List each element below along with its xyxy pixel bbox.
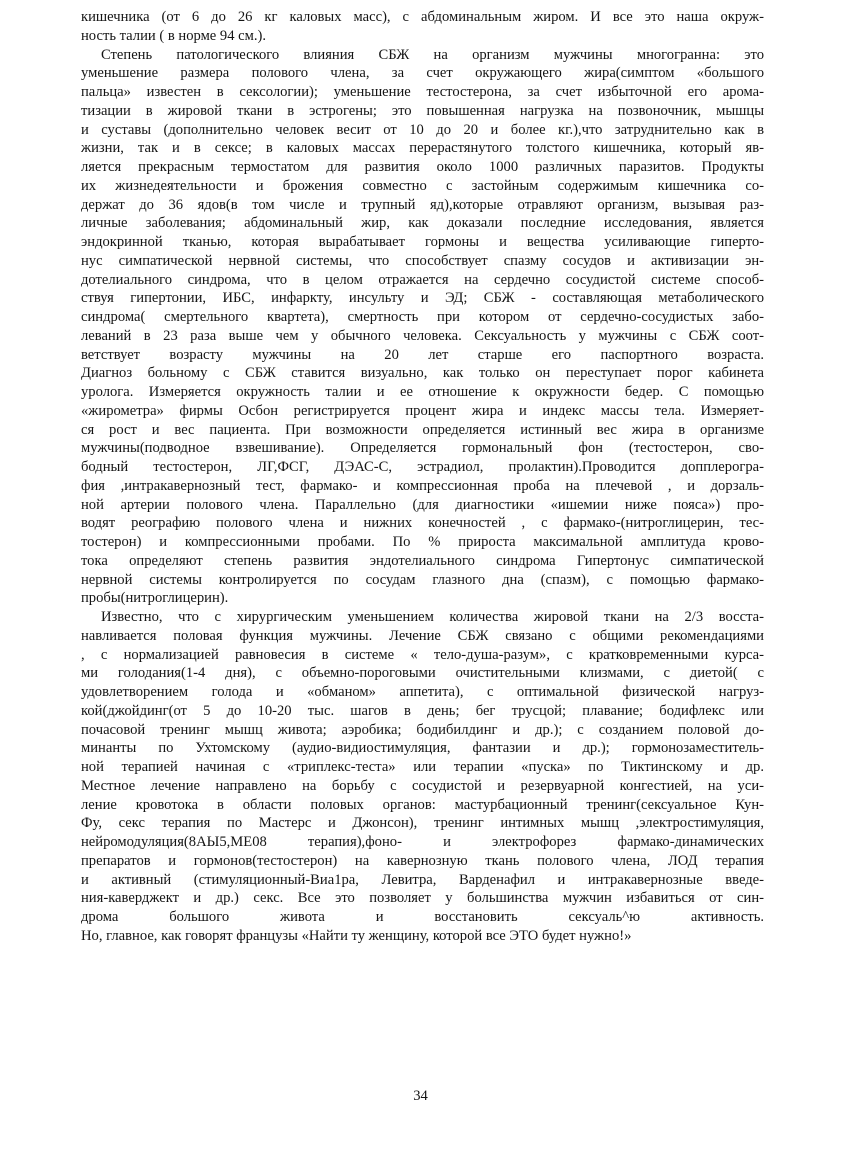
text-line: тостерон) и компрессионными пробами. По % прироста максимальной амплитуда крово- [81,534,764,550]
text-line: , с нормализацией равновесия в системе « тело-душа-разум», с кратковременными курса- [81,646,764,663]
text-line: почасовой тренинг мышц живота; аэробика; бодибилдинг и др.); с созданием половой до- [81,721,764,738]
text-line: фия ,интракавернозный тест, фармако- и компрессионная проба на плечевой , и дорзаль- [81,477,764,494]
text-line: ной артерии полового члена. Параллельно (для диагностики «ишемии ниже пояса») про- [81,496,764,513]
text-line: нейромодуляция(8АЫ5,МЕ08 терапия),фоно- и электрофорез фармако-динамических [81,834,764,850]
text-line: их жизнедеятельности и брожения совместно с застойным содержимым кишечника со- [81,177,764,194]
page-number: 34 [413,1088,428,1104]
text-line: жизни, так и в сексе; в каловых массах перерастянутого толстого кишечника, который яв- [81,140,764,157]
text-line: и активный (стимуляционный-Виа1ра, Левитра, Варденафил и интракавернозные введе- [81,871,764,888]
document-page [81,8,764,946]
text-line: тизации в жировой ткани в эстрогены; это повышенная нагрузка на позвоночник, мышцы [81,102,764,119]
text-line: ми голодания(1-4 дня), с объемно-пороговыми очистительными клизмами, с диетой( с [81,665,764,682]
text-line: синдрома( смертельного квартета), смертность при котором от сердечно-сосудистых забо- [81,309,764,325]
text-line: личные заболевания; абдоминальный жир, как доказали последние исследования, является [81,215,764,232]
text-line: ния-каверджект и др.) секс. Все это позволяет у большинства мужчин избавиться от син- [81,890,764,907]
text-line: ление кровотока в области половых органов: мастурбационный тренинг(сексуальное Кун- [81,796,764,813]
text-line: Степень патологического влияния СБЖ на организм мужчины многогранна: это [101,46,764,63]
text-line: мужчины(подводное взвешивание). Определяется гормональный фон (тестостерон, сво- [81,440,764,457]
text-line: и суставы (дополнительно человек весит от 10 до 20 и более кг.),что затруднительно как в [81,121,764,138]
text-line: держат до 36 ядов(в том числе и трупный яд),которые отравляют организм, вызывая раз- [81,196,764,213]
text-line: леваний в 23 раза выше чем у обычного человека. Сексуальность у мужчины с СБЖ соот- [81,327,764,344]
text-line: минанты по Ухтомскому (аудио-видиостимуляция, фантазии и др.); гормонозаместитель- [81,740,764,757]
text-line: нус симпатической нервной системы, что способствует спазму сосудов и активизации эн- [81,252,764,269]
text-line: нервной системы контролируется по сосудам глазного дна (спазм), с помощью фармако- [81,571,764,588]
text-line: «жирометра» фирмы Осбон регистрируется процент жира и индекс массы тела. Измеряет- [81,402,764,419]
text-line: ной терапией начиная с «триплекс-теста» или терапии «пуска» по Тиктинскому и др. [81,759,764,775]
text-line: Диагноз больному с СБЖ ставится визуально, как только он переступает порог кабинета [81,365,764,382]
text-line: дотелиального синдрома, что в целом отражается на сердечно сосудистой системе способ- [81,271,764,288]
text-line: Местное лечение направлено на борьбу с сосудистой и резервуарной конгестией, на уси- [81,777,764,794]
text-line: навливается половая функция мужчины. Лечение СБЖ связано с общими рекомендациями [81,627,764,644]
text-line: Фу, секс терапия по Мастерс и Джонсон), тренинг интимных мышц ,электростимуляция, [81,815,764,832]
text-line: Известно, что с хирургическим уменьшением количества жировой ткани на 2/3 восста- [101,609,764,625]
text-line: водят реографию полового члена и нижних конечностей , с фармако-(нитроглицерин, тес- [81,515,764,532]
text-line: уменьшение размера полового члена, за счет окружающего жира(симптом «большого [81,65,764,82]
text-line: уролога. Измеряется окружность талии и ее отношение к окружности бедер. С помощью [81,384,764,400]
text-line: дрома большого живота и восстановить сексуаль^ю активность. [81,909,764,925]
text-line: ность талии ( в норме 94 см.). [81,27,267,44]
text-line: удовлетворением голода и «обманом» аппетита), с оптимальной физической нагруз- [81,684,764,700]
text-line: ляется прекрасным термостатом для развития около 1000 различных паразитов. Продукты [81,159,764,175]
paragraph [81,46,764,609]
text-line: ствуя гипертонии, ИБС, инфаркту, инсульту и ЭД; СБЖ - составляющая метаболического [81,290,764,307]
text-line: ся рост и вес пациента. При возможности определяется истинный вес жира в организме [81,421,764,438]
text-line: эндокринной тканью, которая вырабатывает гормоны и вещества усиливающие гиперто- [81,234,764,250]
text-line: пальца» известен в сексологии); уменьшение тестостерона, за счет избыточной его арома- [81,84,764,100]
text-line: бодный тестостерон, ЛГ,ФСГ, ДЭАС-С, эстрадиол, пролактин).Проводится допплерогра- [81,459,764,475]
text-line: препаратов и гормонов(тестостерон) на кавернозную ткань полового члена, ЛОД терапия [81,852,764,869]
text-line: пробы(нитроглицерин). [81,590,229,607]
text-line: кой(джойдинг(от 5 до 10-20 тыс. шагов в день; бег трусцой; плавание; бодифлекс или [81,702,764,719]
text-line: Но, главное, как говорят французы «Найти ту женщину, которой все ЭТО будет нужно!» [81,927,632,944]
text-line: ветствует возрасту мужчины на 20 лет старше его паспортного возраста. [81,346,764,363]
text-line: тока определяют степень развития эндотелиального синдрома Гипертонус симпатической [81,552,764,569]
text-line: кишечника (от 6 до 26 кг каловых масс), с абдоминальным жиром. И все это наша окруж- [81,9,764,25]
paragraph [81,608,764,946]
paragraph [81,8,764,46]
